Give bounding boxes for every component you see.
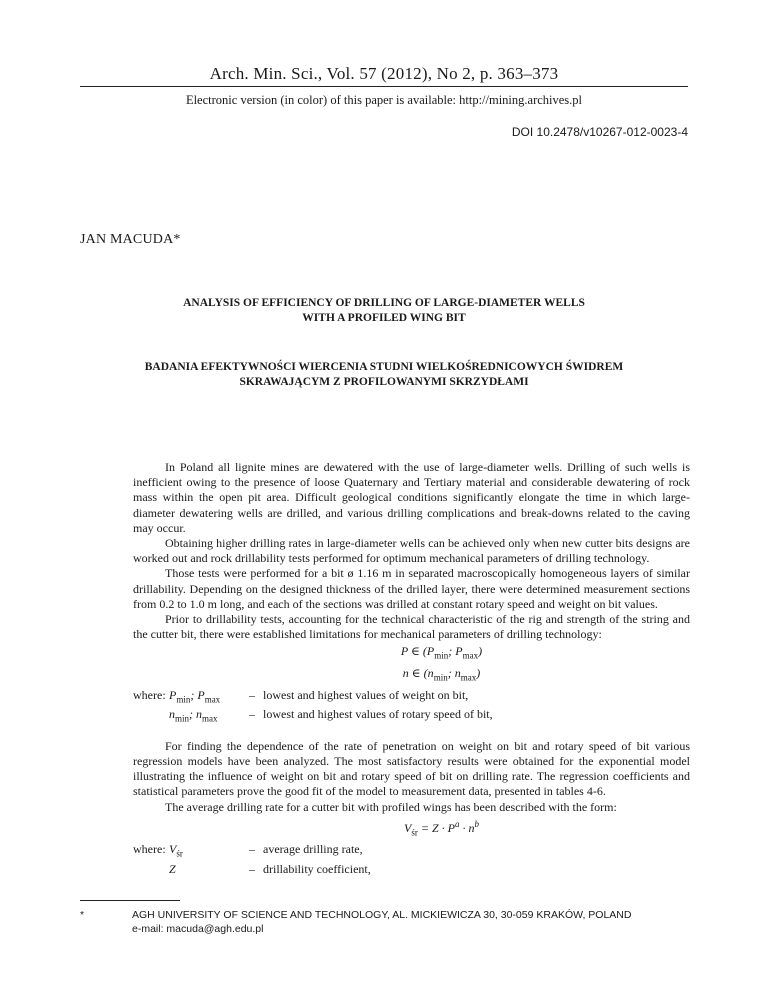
footnote [80, 908, 700, 936]
author-name: JAN MACUDA* [80, 232, 181, 247]
abstract-paragraph-4: Prior to drillability tests, accounting for the technical characteristic of the rig and strength of the string and the cutter bit, there were established limitations for mechanical parameters of drilling technology: [133, 612, 690, 642]
doi-label: DOI 10.2478/v10267-012-0023-4 [511, 125, 688, 139]
where-label: where: [133, 687, 166, 702]
definition-text: lowest and highest values of rotary speed of bit, [263, 707, 493, 722]
footnote-marker: * [80, 909, 85, 921]
definition-dash: – [249, 707, 255, 722]
title-english-line-2: WITH A PROFILED WING BIT [302, 312, 466, 324]
title-polish-line-2: SKRAWAJĄCYM Z PROFILOWANYMI SKRZYDŁAMI [239, 376, 529, 388]
title-polish [80, 360, 688, 390]
definition-dash: – [249, 687, 255, 702]
abstract-paragraph-6: The average drilling rate for a cutter bit with profiled wings has been described with the form: [165, 799, 617, 814]
title-polish-line-1: BADANIA EFEKTYWNOŚCI WIERCENIA STUDNI WIELKOŚREDNICOWYCH ŚWIDREM [144, 361, 624, 373]
author-email: e-mail: macuda@agh.edu.pl [132, 923, 264, 935]
definition-symbol: $n_{min}$; $n_{max}$ [169, 707, 218, 724]
title-english [80, 296, 688, 326]
footnote-affiliation-line [80, 908, 700, 922]
formula-drilling-rate: $V_{śr} = Z \cdot P^a \cdot n^b$ [404, 818, 479, 838]
definition-dash: – [249, 862, 255, 877]
where-definitions-2 [133, 842, 371, 877]
definition-symbol: Z [169, 862, 176, 877]
definition-dash: – [249, 842, 255, 857]
definition-text: drillability coefficient, [263, 862, 371, 877]
header-rule [80, 86, 688, 87]
title-english-line-1: ANALYSIS OF EFFICIENCY OF DRILLING OF LARGE-DIAMETER WELLS [183, 297, 585, 309]
definition-row [133, 707, 493, 727]
footnote-rule [80, 900, 180, 901]
journal-citation: Arch. Min. Sci., Vol. 57 (2012), No 2, p. 363–373 [209, 64, 559, 83]
formula-weight-range: P ∈ ($P_{min}$; $P_{max}$) [400, 644, 483, 661]
definition-row [133, 688, 493, 708]
abstract [133, 460, 690, 881]
abstract-paragraph-3: Those tests were performed for a bit ø 1.16 m in separated macroscopically homogeneous layers of similar drillability. Depending on the designed thickness of the drilled layer, there were determined measurement sections from 0.2 to 1.0 m long, and each of the sections was drilled at constant rotary speed and weight on bit values. [133, 566, 690, 611]
definition-symbol: $P_{min}$; $P_{max}$ [169, 687, 221, 705]
definition-text: lowest and highest values of weight on bit, [263, 687, 469, 702]
abstract-paragraph-1: In Poland all lignite mines are dewatered with the use of large-diameter wells. Drilling of such wells is inefficient owing to the presence of loose Quaternary and Tertiary material and considerable dewatering of rock mass within the open pit area. Difficult geological conditions significantly elongate the time in which large-diameter dewatering wells are drilled, and various drilling complications and break-downs related to the caving may occur. [133, 460, 690, 535]
definition-text: average drilling rate, [263, 842, 363, 857]
where-label: where: [133, 842, 166, 857]
abstract-paragraph-2: Obtaining higher drilling rates in large-diameter wells can be achieved only when new cutter bits designs are worked out and rock drillability tests performed for optimum mechanical parameters of drilling technology. [133, 536, 690, 566]
definition-symbol: $V_{śr}$ [169, 842, 183, 859]
where-definitions-1 [133, 688, 493, 727]
author-affiliation: AGH UNIVERSITY OF SCIENCE AND TECHNOLOGY, AL. MICKIEWICZA 30, 30-059 KRAKÓW, POLAND [132, 909, 632, 921]
abstract-paragraph-5: For finding the dependence of the rate of penetration on weight on bit and rotary speed of bit various regression models have been analyzed. The most satisfactory results were obtained for the exponential model illustrating the influence of weight on bit and rotary speed of bit on drilling rate. The regression coefficients and statistical parameters prove the good fit of the model to measurement data, presented in tables 4-6. [133, 738, 690, 799]
formula-speed-range: n ∈ ($n_{min}$; $n_{max}$) [402, 666, 481, 683]
electronic-version-note: Electronic version (in color) of this paper is available: http://mining.archives.pl [185, 93, 583, 107]
definition-row [133, 862, 371, 877]
definition-row [133, 842, 371, 862]
